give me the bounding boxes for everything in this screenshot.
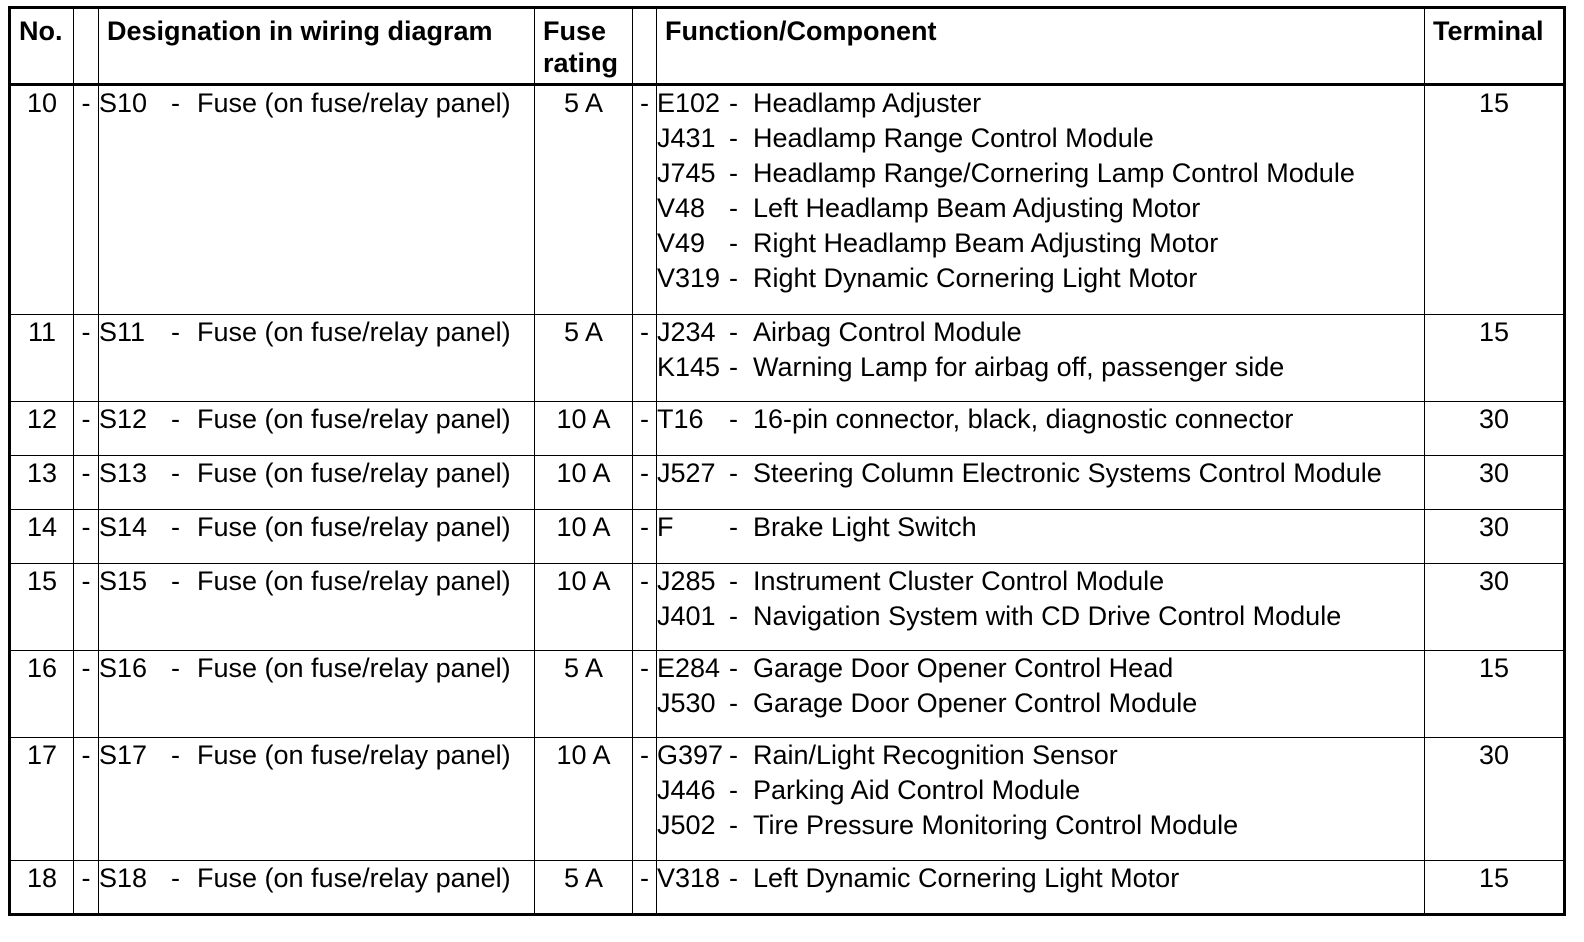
component-separator: -	[729, 404, 738, 434]
component-line	[657, 191, 1424, 226]
fuse-code: S11	[99, 317, 146, 347]
row-separator: -	[74, 651, 99, 738]
component-separator: -	[729, 810, 738, 840]
table-row	[10, 85, 1565, 315]
fuse-rating: 10 A	[535, 738, 633, 861]
function-cell	[657, 510, 1425, 564]
terminal: 15	[1425, 315, 1565, 402]
component-code: V48	[657, 193, 706, 223]
function-cell	[657, 861, 1425, 915]
function-cell	[657, 738, 1425, 861]
component-code: J745	[657, 158, 716, 188]
function-cell	[657, 651, 1425, 738]
fuse-description: Fuse (on fuse/relay panel)	[197, 512, 511, 542]
component-line	[657, 156, 1424, 191]
component-name: Right Headlamp Beam Adjusting Motor	[753, 228, 1219, 258]
fuse-rating: 10 A	[535, 564, 633, 651]
designation-cell	[99, 738, 535, 861]
fuse-description: Fuse (on fuse/relay panel)	[197, 863, 511, 893]
component-code: J401	[657, 601, 716, 631]
header-terminal: Terminal	[1425, 8, 1565, 85]
header-no: No.	[10, 8, 74, 85]
fuse-code: S17	[99, 740, 148, 770]
row-separator: -	[633, 456, 657, 510]
component-separator: -	[729, 193, 738, 223]
fuse-code: S10	[99, 88, 148, 118]
component-separator: -	[729, 458, 738, 488]
fuse-rating: 5 A	[535, 315, 633, 402]
component-name: Headlamp Range/Cornering Lamp Control Module	[753, 158, 1355, 188]
component-separator: -	[729, 775, 738, 805]
row-separator: -	[74, 456, 99, 510]
fuse-rating: 10 A	[535, 510, 633, 564]
component-name: Rain/Light Recognition Sensor	[753, 740, 1118, 770]
component-line	[657, 564, 1424, 599]
component-separator: -	[729, 653, 738, 683]
component-line	[657, 121, 1424, 156]
terminal: 15	[1425, 861, 1565, 915]
table-row	[10, 738, 1565, 861]
designation-separator: -	[171, 404, 180, 434]
component-code: K145	[657, 352, 721, 382]
function-cell	[657, 564, 1425, 651]
row-number: 13	[10, 456, 74, 510]
component-line	[657, 773, 1424, 808]
component-name: 16-pin connector, black, diagnostic connector	[753, 404, 1294, 434]
fuse-description: Fuse (on fuse/relay panel)	[197, 566, 511, 596]
table-row	[10, 651, 1565, 738]
designation-cell	[99, 315, 535, 402]
fuse-rating: 10 A	[535, 456, 633, 510]
component-line	[657, 86, 1424, 121]
function-cell	[657, 85, 1425, 315]
component-separator: -	[729, 566, 738, 596]
terminal: 30	[1425, 456, 1565, 510]
row-separator: -	[74, 738, 99, 861]
component-name: Brake Light Switch	[753, 512, 977, 542]
terminal: 30	[1425, 738, 1565, 861]
component-line	[657, 510, 1424, 545]
designation-cell	[99, 510, 535, 564]
header-fuse-rating-line2: rating	[543, 48, 619, 78]
component-line	[657, 651, 1424, 686]
fuse-rating: 5 A	[535, 861, 633, 915]
component-code: E284	[657, 653, 721, 683]
designation-cell	[99, 402, 535, 456]
component-code: V319	[657, 263, 721, 293]
fuse-code: S16	[99, 653, 148, 683]
component-name: Parking Aid Control Module	[753, 775, 1081, 805]
component-name: Tire Pressure Monitoring Control Module	[753, 810, 1239, 840]
component-separator: -	[729, 601, 738, 631]
fuse-description: Fuse (on fuse/relay panel)	[197, 653, 511, 683]
row-number: 17	[10, 738, 74, 861]
header-function: Function/Component	[657, 8, 1425, 85]
component-line	[657, 315, 1424, 350]
fuse-rating: 5 A	[535, 85, 633, 315]
component-code: J527	[657, 458, 716, 488]
row-separator: -	[633, 861, 657, 915]
component-code: J234	[657, 317, 716, 347]
fuse-code: S18	[99, 863, 148, 893]
component-name: Garage Door Opener Control Head	[753, 653, 1174, 683]
fuse-description: Fuse (on fuse/relay panel)	[197, 317, 511, 347]
fuse-code: S12	[99, 404, 148, 434]
row-separator: -	[74, 315, 99, 402]
fuse-table	[8, 6, 1566, 916]
row-separator: -	[74, 402, 99, 456]
function-cell	[657, 315, 1425, 402]
function-cell	[657, 456, 1425, 510]
terminal: 15	[1425, 651, 1565, 738]
designation-separator: -	[171, 458, 180, 488]
designation-separator: -	[171, 863, 180, 893]
component-line	[657, 226, 1424, 261]
designation-separator: -	[171, 740, 180, 770]
component-name: Headlamp Range Control Module	[753, 123, 1154, 153]
component-separator: -	[729, 317, 738, 347]
component-separator: -	[729, 123, 738, 153]
component-name: Steering Column Electronic Systems Control Module	[753, 458, 1382, 488]
table-row	[10, 456, 1565, 510]
row-separator: -	[74, 861, 99, 915]
row-separator: -	[633, 564, 657, 651]
component-name: Left Dynamic Cornering Light Motor	[753, 863, 1180, 893]
component-name: Airbag Control Module	[753, 317, 1022, 347]
component-name: Garage Door Opener Control Module	[753, 688, 1198, 718]
component-line	[657, 599, 1424, 634]
row-number: 10	[10, 85, 74, 315]
component-separator: -	[729, 688, 738, 718]
header-dash-2	[633, 8, 657, 85]
component-code: E102	[657, 88, 721, 118]
header-fuse-rating	[535, 8, 633, 85]
component-line	[657, 350, 1424, 385]
table-row	[10, 861, 1565, 915]
component-name: Navigation System with CD Drive Control Module	[753, 601, 1342, 631]
fuse-code: S15	[99, 566, 148, 596]
designation-cell	[99, 456, 535, 510]
function-cell	[657, 402, 1425, 456]
designation-separator: -	[171, 88, 180, 118]
component-separator: -	[729, 88, 738, 118]
header-dash-1	[74, 8, 99, 85]
row-separator: -	[633, 315, 657, 402]
designation-cell	[99, 861, 535, 915]
component-name: Right Dynamic Cornering Light Motor	[753, 263, 1198, 293]
row-number: 16	[10, 651, 74, 738]
row-separator: -	[74, 85, 99, 315]
component-code: V49	[657, 228, 706, 258]
row-number: 12	[10, 402, 74, 456]
row-number: 14	[10, 510, 74, 564]
row-separator: -	[633, 738, 657, 861]
row-number: 15	[10, 564, 74, 651]
designation-separator: -	[171, 566, 180, 596]
component-code: G397	[657, 740, 724, 770]
terminal: 15	[1425, 85, 1565, 315]
component-name: Warning Lamp for airbag off, passenger side	[753, 352, 1285, 382]
designation-cell	[99, 651, 535, 738]
component-name: Headlamp Adjuster	[753, 88, 982, 118]
component-name: Instrument Cluster Control Module	[753, 566, 1165, 596]
row-separator: -	[633, 402, 657, 456]
row-separator: -	[74, 564, 99, 651]
designation-cell	[99, 564, 535, 651]
row-number: 18	[10, 861, 74, 915]
component-code: J431	[657, 123, 716, 153]
fuse-description: Fuse (on fuse/relay panel)	[197, 458, 511, 488]
component-separator: -	[729, 228, 738, 258]
terminal: 30	[1425, 564, 1565, 651]
component-name: Left Headlamp Beam Adjusting Motor	[753, 193, 1201, 223]
header-fuse-rating-line1: Fuse	[543, 16, 607, 46]
component-line	[657, 261, 1424, 296]
component-code: J446	[657, 775, 716, 805]
component-code: J530	[657, 688, 716, 718]
component-line	[657, 456, 1424, 491]
component-line	[657, 402, 1424, 437]
table-row	[10, 402, 1565, 456]
table-row	[10, 564, 1565, 651]
designation-separator: -	[171, 653, 180, 683]
fuse-description: Fuse (on fuse/relay panel)	[197, 404, 511, 434]
component-separator: -	[729, 863, 738, 893]
row-separator: -	[633, 651, 657, 738]
component-separator: -	[729, 158, 738, 188]
component-separator: -	[729, 352, 738, 382]
fuse-code: S14	[99, 512, 148, 542]
designation-cell	[99, 85, 535, 315]
component-separator: -	[729, 263, 738, 293]
component-code: J285	[657, 566, 716, 596]
component-line	[657, 686, 1424, 721]
header-designation: Designation in wiring diagram	[99, 8, 535, 85]
row-number: 11	[10, 315, 74, 402]
component-separator: -	[729, 740, 738, 770]
component-line	[657, 861, 1424, 896]
table-row	[10, 315, 1565, 402]
fuse-description: Fuse (on fuse/relay panel)	[197, 740, 511, 770]
fuse-code: S13	[99, 458, 148, 488]
component-code: J502	[657, 810, 716, 840]
fuse-rating: 5 A	[535, 651, 633, 738]
component-line	[657, 738, 1424, 773]
component-code: V318	[657, 863, 721, 893]
fuse-description: Fuse (on fuse/relay panel)	[197, 88, 511, 118]
table-row	[10, 510, 1565, 564]
fuse-rating: 10 A	[535, 402, 633, 456]
component-separator: -	[729, 512, 738, 542]
header-row	[10, 8, 1565, 85]
row-separator: -	[633, 510, 657, 564]
component-line	[657, 808, 1424, 843]
designation-separator: -	[171, 317, 180, 347]
component-code: F	[657, 512, 674, 542]
component-code: T16	[657, 404, 704, 434]
row-separator: -	[633, 85, 657, 315]
terminal: 30	[1425, 510, 1565, 564]
row-separator: -	[74, 510, 99, 564]
terminal: 30	[1425, 402, 1565, 456]
designation-separator: -	[171, 512, 180, 542]
